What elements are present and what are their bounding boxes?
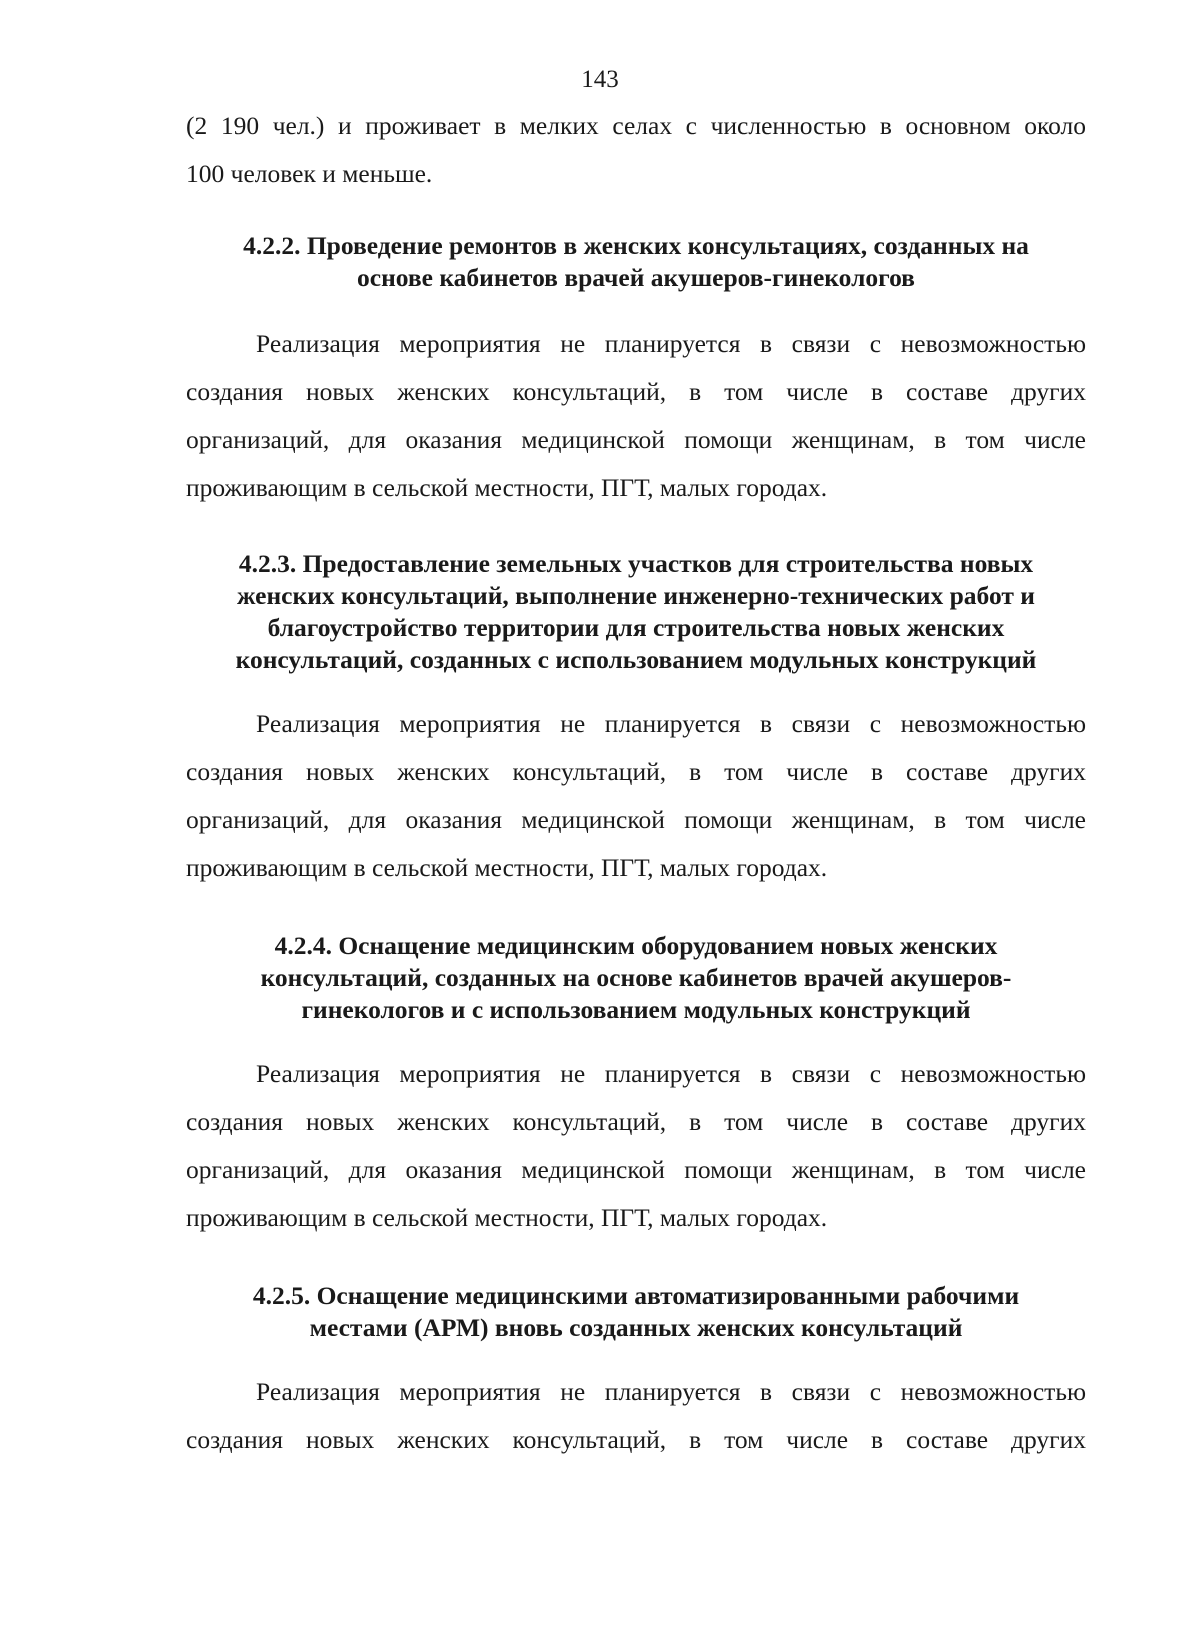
text-line: проживающим в сельской местности, ПГТ, малых городах. bbox=[186, 853, 828, 882]
document-body bbox=[186, 102, 1086, 1464]
text-line: Реализация мероприятия не планируется в связи с невозможностью bbox=[256, 1377, 1086, 1406]
text-line: 100 человек и меньше. bbox=[186, 159, 433, 188]
heading-line: 4.2.2. Проведение ремонтов в женских консультациях, созданных на bbox=[243, 231, 1029, 260]
section-heading-4-2-5 bbox=[186, 1280, 1086, 1344]
section-paragraph-4-2-3 bbox=[186, 700, 1086, 892]
heading-line: гинекологов и с использованием модульных конструкций bbox=[301, 995, 971, 1024]
text-line: создания новых женских консультаций, в том числе в составе других bbox=[186, 1425, 1086, 1454]
section-heading-4-2-4 bbox=[186, 930, 1086, 1026]
text-line: Реализация мероприятия не планируется в связи с невозможностью bbox=[256, 329, 1086, 358]
text-line: организаций, для оказания медицинской помощи женщинам, в том числе bbox=[186, 425, 1086, 454]
section-paragraph-4-2-2 bbox=[186, 320, 1086, 512]
section-paragraph-4-2-4 bbox=[186, 1050, 1086, 1242]
text-line: организаций, для оказания медицинской помощи женщинам, в том числе bbox=[186, 805, 1086, 834]
section-paragraph-4-2-5 bbox=[186, 1368, 1086, 1464]
section-heading-4-2-2 bbox=[186, 230, 1086, 294]
heading-line: 4.2.3. Предоставление земельных участков для строительства новых bbox=[238, 549, 1034, 578]
heading-line: благоустройство территории для строительства новых женских bbox=[267, 613, 1005, 642]
heading-line: 4.2.5. Оснащение медицинскими автоматизированными рабочими bbox=[252, 1281, 1020, 1310]
text-line: (2 190 чел.) и проживает в мелких селах с численностью в основном около bbox=[186, 111, 1086, 140]
text-line: проживающим в сельской местности, ПГТ, малых городах. bbox=[186, 1203, 828, 1232]
heading-line: местами (АРМ) вновь созданных женских консультаций bbox=[309, 1313, 963, 1342]
heading-line: консультаций, созданных с использованием модульных конструкций bbox=[235, 645, 1037, 674]
intro-paragraph bbox=[186, 102, 1086, 198]
text-line: Реализация мероприятия не планируется в связи с невозможностью bbox=[256, 709, 1086, 738]
heading-line: основе кабинетов врачей акушеров-гинекологов bbox=[357, 263, 915, 292]
text-line: организаций, для оказания медицинской помощи женщинам, в том числе bbox=[186, 1155, 1086, 1184]
section-heading-4-2-3 bbox=[186, 548, 1086, 676]
heading-line: женских консультаций, выполнение инженерно-технических работ и bbox=[237, 581, 1035, 610]
heading-line: 4.2.4. Оснащение медицинским оборудованием новых женских bbox=[274, 931, 998, 960]
text-line: проживающим в сельской местности, ПГТ, малых городах. bbox=[186, 473, 828, 502]
text-line: Реализация мероприятия не планируется в связи с невозможностью bbox=[256, 1059, 1086, 1088]
text-line: создания новых женских консультаций, в том числе в составе других bbox=[186, 1107, 1086, 1136]
text-line: создания новых женских консультаций, в том числе в составе других bbox=[186, 757, 1086, 786]
heading-line: консультаций, созданных на основе кабинетов врачей акушеров- bbox=[260, 963, 1012, 992]
page-number: 143 bbox=[581, 66, 619, 93]
text-line: создания новых женских консультаций, в том числе в составе других bbox=[186, 377, 1086, 406]
